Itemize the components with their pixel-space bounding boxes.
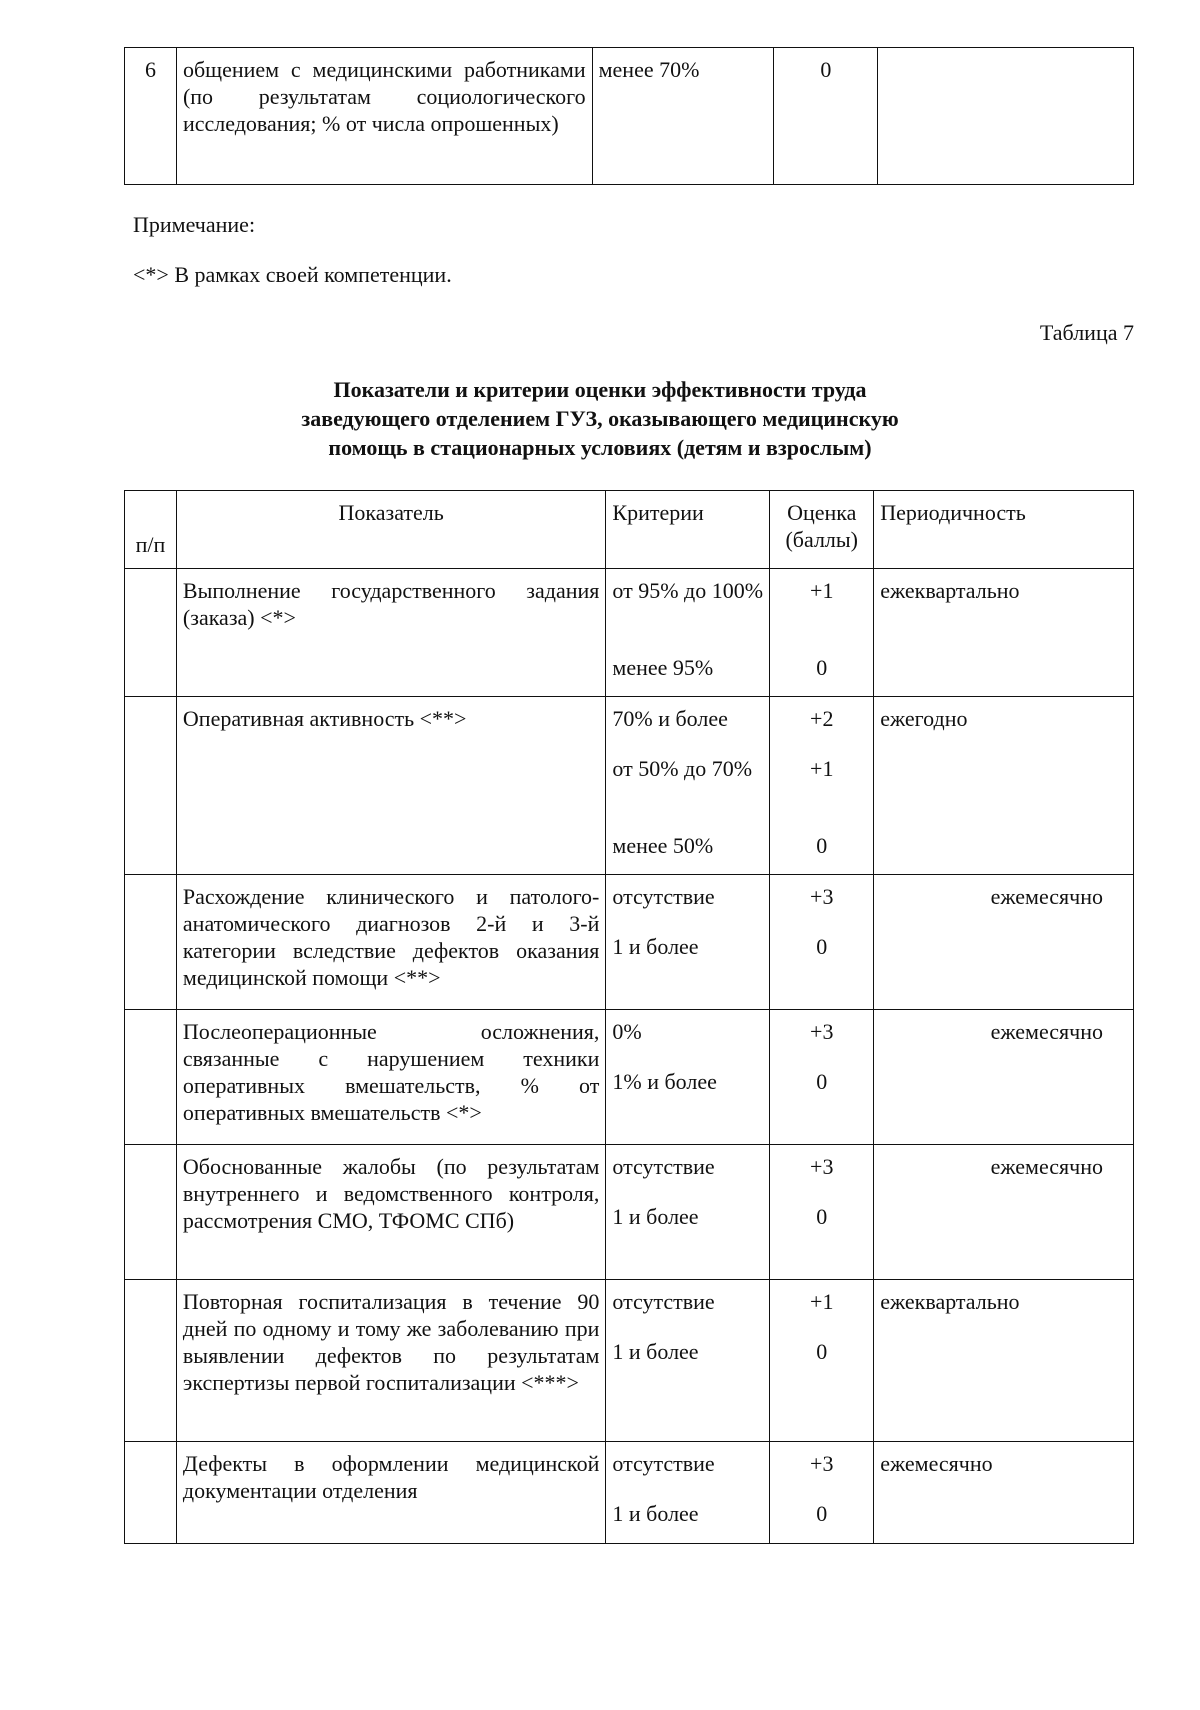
table-row (125, 1442, 1134, 1544)
criteria-item: 70% и более (612, 706, 728, 731)
title-line: заведующего отделением ГУЗ, оказывающего медицинскую (301, 406, 899, 431)
criteria-item: 1% и более (612, 1069, 717, 1094)
criteria-cell (606, 569, 770, 697)
period-cell (878, 48, 1134, 185)
score-item: 0 (816, 1204, 828, 1229)
table-row (125, 875, 1134, 1010)
indicator-cell: Послеоперационные осложнения, связанные с нарушением техники оперативных вмешательств, % от оперативных вмешательств <*> (176, 1010, 605, 1145)
table-title (150, 375, 1050, 462)
score-item: 0 (816, 1501, 828, 1526)
score-item: +3 (810, 1019, 834, 1044)
criteria-cell (606, 697, 770, 875)
table-number: Таблица 7 (1039, 320, 1134, 345)
period-cell: ежемесячно (874, 1010, 1134, 1145)
criteria-item: 1 и более (612, 1204, 699, 1229)
criteria-item: отсутствие (612, 1154, 715, 1179)
criteria-item: менее 95% (612, 655, 714, 680)
header-indicator: Показатель (176, 491, 605, 569)
score-cell (770, 875, 874, 1010)
period-cell: ежемесячно (874, 1145, 1134, 1280)
period-cell: ежемесячно (874, 875, 1134, 1010)
row-number (125, 697, 177, 875)
score-cell (770, 1442, 874, 1544)
header-num: п/п (125, 491, 177, 569)
row-number (125, 1145, 177, 1280)
header-criteria: Критерии (606, 491, 770, 569)
score-item: +3 (810, 884, 834, 909)
criteria-item: менее 50% (612, 833, 714, 858)
criteria-item: 0% (612, 1019, 642, 1044)
score-item: +1 (810, 1289, 834, 1314)
table-row (125, 1280, 1134, 1442)
score-item: 0 (816, 1069, 828, 1094)
indicator-cell: Повторная госпитализация в течение 90 дней по одному и тому же заболеванию при выявлении дефектов по результатам экспертизы первой госпитализации <***> (176, 1280, 605, 1442)
criteria-cell: менее 70% (592, 48, 774, 185)
row-number (125, 569, 177, 697)
table-row (125, 569, 1134, 697)
score-cell (770, 1280, 874, 1442)
note-label: Примечание: (133, 212, 256, 237)
criteria-cell (606, 1442, 770, 1544)
score-item: 0 (816, 655, 828, 680)
table-row (125, 1010, 1134, 1145)
score-cell (770, 697, 874, 875)
criteria-item: отсутствие (612, 884, 715, 909)
row-number (125, 1442, 177, 1544)
title-line: Показатели и критерии оценки эффективности труда (333, 377, 867, 402)
indicator-cell: Дефекты в оформлении медицинской документации отделения (176, 1442, 605, 1544)
score-cell (770, 1010, 874, 1145)
indicator-cell: Оперативная активность <**> (176, 697, 605, 875)
criteria-cell (606, 875, 770, 1010)
score-item: +1 (810, 756, 834, 781)
row-number (125, 1010, 177, 1145)
criteria-item: 1 и более (612, 1501, 699, 1526)
indicator-cell: общением с медицинскими работниками (по результатам социологического исследования; % от числа опрошенных) (176, 48, 592, 185)
score-cell (770, 569, 874, 697)
row-number (125, 875, 177, 1010)
criteria-item: 1 и более (612, 934, 699, 959)
period-cell: ежегодно (874, 697, 1134, 875)
period-cell: ежеквартально (874, 569, 1134, 697)
header-period: Периодичность (874, 491, 1134, 569)
criteria-cell (606, 1010, 770, 1145)
table-row (125, 1145, 1134, 1280)
note-text: <*> В рамках своей компетенции. (133, 262, 452, 287)
period-cell: ежеквартально (874, 1280, 1134, 1442)
row-number: 6 (125, 48, 177, 185)
continuation-table (124, 47, 1134, 185)
title-line: помощь в стационарных условиях (детям и взрослым) (328, 435, 872, 460)
criteria-item: от 50% до 70% (612, 756, 753, 781)
period-cell: ежемесячно (874, 1442, 1134, 1544)
criteria-item: отсутствие (612, 1289, 715, 1314)
criteria-item: отсутствие (612, 1451, 715, 1476)
table-header-row (125, 491, 1134, 569)
score-item: 0 (816, 934, 828, 959)
header-score: Оценка (баллы) (770, 491, 874, 569)
indicator-cell: Расхождение клинического и патолого-анатомического диагнозов 2-й и 3-й категории вследствие дефектов оказания медицинской помощи <**> (176, 875, 605, 1010)
criteria-item: 1 и более (612, 1339, 699, 1364)
indicator-cell: Выполнение государственного задания (заказа) <*> (176, 569, 605, 697)
score-cell: 0 (774, 48, 878, 185)
score-item: +2 (810, 706, 834, 731)
score-item: +3 (810, 1154, 834, 1179)
indicator-cell: Обоснованные жалобы (по результатам внутреннего и ведомственного контроля, рассмотрения СМО, ТФОМС СПб) (176, 1145, 605, 1280)
criteria-cell (606, 1145, 770, 1280)
criteria-cell (606, 1280, 770, 1442)
score-item: 0 (816, 1339, 828, 1364)
score-cell (770, 1145, 874, 1280)
criteria-item: от 95% до 100% (612, 578, 764, 603)
score-item: 0 (816, 833, 828, 858)
score-item: +3 (810, 1451, 834, 1476)
table-row (125, 697, 1134, 875)
row-number (125, 1280, 177, 1442)
table-row (125, 48, 1134, 185)
criteria-table (124, 490, 1134, 1544)
score-item: +1 (810, 578, 834, 603)
